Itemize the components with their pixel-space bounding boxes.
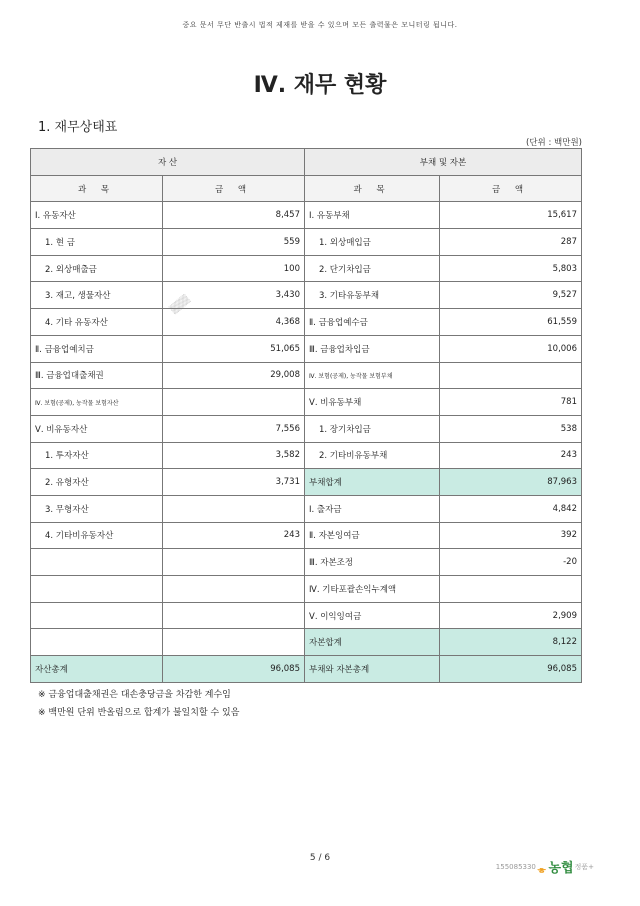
total-liabilities-label: 부채합계 [305,469,440,496]
column-header-row [31,175,582,202]
liability-amount: 243 [440,442,582,469]
asset-amount: 3,731 [163,469,305,496]
asset-amount: 559 [163,229,305,256]
confidential-notice: 중요 문서 무단 반출시 법적 제재를 받을 수 있으며 모든 출력물은 모니터링 됩니다. [182,21,458,29]
total-assets-label: 자산총계 [31,656,163,683]
total-equity-amount: 8,122 [440,629,582,656]
asset-label: Ⅰ. 유동자산 [31,202,163,229]
asset-label [31,602,163,629]
brand-suffix: 정품+ [574,862,594,871]
liability-label: 3. 기타유동부채 [305,282,440,309]
table-row [31,335,582,362]
total-equity-label: 자본합계 [305,629,440,656]
table-row [31,362,582,389]
asset-label: 1. 투자자산 [31,442,163,469]
table-row [31,255,582,282]
asset-label: 3. 재고, 생물자산 [31,282,163,309]
asset-amount: 8,457 [163,202,305,229]
liability-label: Ⅱ. 금융업예수금 [305,309,440,336]
nh-logo-icon: ᇂ [535,860,548,874]
equity-label: Ⅰ. 출자금 [305,495,440,522]
asset-label: 2. 외상매출금 [31,255,163,282]
asset-amount: 3,430 [163,282,305,309]
equity-amount: 2,909 [440,602,582,629]
table-row [31,389,582,416]
asset-amount [163,495,305,522]
table-row [31,576,582,603]
total-liabilities-amount: 87,963 [440,469,582,496]
liability-label: Ⅲ. 금융업차입금 [305,335,440,362]
asset-amount: 29,008 [163,362,305,389]
liability-amount: 15,617 [440,202,582,229]
liabilities-amount-header: 금 액 [440,175,582,202]
asset-amount [163,602,305,629]
asset-label: Ⅱ. 금융업예치금 [31,335,163,362]
table-row [31,495,582,522]
footnotes [38,686,239,722]
equity-label: Ⅱ. 자본잉여금 [305,522,440,549]
asset-amount: 243 [163,522,305,549]
liability-amount: 538 [440,415,582,442]
assets-amount-header: 금 액 [163,175,305,202]
table-row [31,549,582,576]
footnote: ※ 금융업대출채권은 대손충당금을 차감한 계수임 [38,690,231,700]
table-row [31,282,582,309]
liabilities-equity-header: 부채 및 자본 [305,149,582,176]
asset-label: Ⅴ. 비유동자산 [31,415,163,442]
liability-label: 2. 기타비유동부채 [305,442,440,469]
asset-amount [163,549,305,576]
equity-label: Ⅴ. 이익잉여금 [305,602,440,629]
liability-amount: 10,006 [440,335,582,362]
asset-amount [163,576,305,603]
chapter-title: Ⅳ. 재무 현황 [253,73,387,98]
asset-amount [163,389,305,416]
asset-label [31,549,163,576]
asset-amount: 7,556 [163,415,305,442]
watermark: ▒▒▒ [169,294,192,316]
equity-amount: -20 [440,549,582,576]
asset-label [31,629,163,656]
asset-amount: 3,582 [163,442,305,469]
table-row [31,602,582,629]
section-title: 1. 재무상태표 [38,120,118,135]
assets-item-header: 과 목 [31,175,163,202]
liability-label: 1. 외상매입금 [305,229,440,256]
table-row [31,229,582,256]
unit-label: (단위 : 백만원) [526,138,582,148]
equity-amount: 392 [440,522,582,549]
table-row [31,522,582,549]
balance-sheet-table [30,148,582,683]
table-row [31,629,582,656]
liability-label: Ⅴ. 비유동부채 [305,389,440,416]
footer-code: 155085330 [495,862,536,871]
liability-label: Ⅰ. 유동부채 [305,202,440,229]
asset-amount: 100 [163,255,305,282]
asset-label: 4. 기타 유동자산 [31,309,163,336]
table-row [31,469,582,496]
liability-amount: 9,527 [440,282,582,309]
asset-label: Ⅳ. 보험(공제), 농작물 보험자산 [31,389,163,416]
total-liabilities-equity-amount: 96,085 [440,656,582,683]
total-assets-amount: 96,085 [163,656,305,683]
liability-label: Ⅳ. 보험(공제), 농작물 보험부채 [305,362,440,389]
equity-amount [440,576,582,603]
asset-label: 1. 현 금 [31,229,163,256]
liability-amount [440,362,582,389]
liabilities-item-header: 과 목 [305,175,440,202]
footnote: ※ 백만원 단위 반올림으로 합계가 불일치할 수 있음 [38,708,240,718]
liability-amount: 61,559 [440,309,582,336]
asset-label: 3. 무형자산 [31,495,163,522]
total-liabilities-equity-label: 부채와 자본총계 [305,656,440,683]
asset-amount [163,629,305,656]
brand-name: 농협 [548,861,574,876]
asset-label [31,576,163,603]
asset-amount: 4,368 [163,309,305,336]
asset-label: Ⅲ. 금융업대출채권 [31,362,163,389]
liability-amount: 781 [440,389,582,416]
asset-amount: 51,065 [163,335,305,362]
asset-label: 4. 기타비유동자산 [31,522,163,549]
grand-total-row [31,656,582,683]
table-row [31,309,582,336]
table-row [31,415,582,442]
footer-brand [496,857,594,876]
equity-amount: 4,842 [440,495,582,522]
liability-label: 1. 장기차입금 [305,415,440,442]
liability-amount: 5,803 [440,255,582,282]
table-row [31,202,582,229]
liability-label: 2. 단기차입금 [305,255,440,282]
page-number: 5 / 6 [309,853,331,863]
table-row [31,442,582,469]
assets-header: 자 산 [31,149,305,176]
equity-label: Ⅳ. 기타포괄손익누계액 [305,576,440,603]
asset-label: 2. 유형자산 [31,469,163,496]
table-header-row [31,149,582,176]
liability-amount: 287 [440,229,582,256]
equity-label: Ⅲ. 자본조정 [305,549,440,576]
